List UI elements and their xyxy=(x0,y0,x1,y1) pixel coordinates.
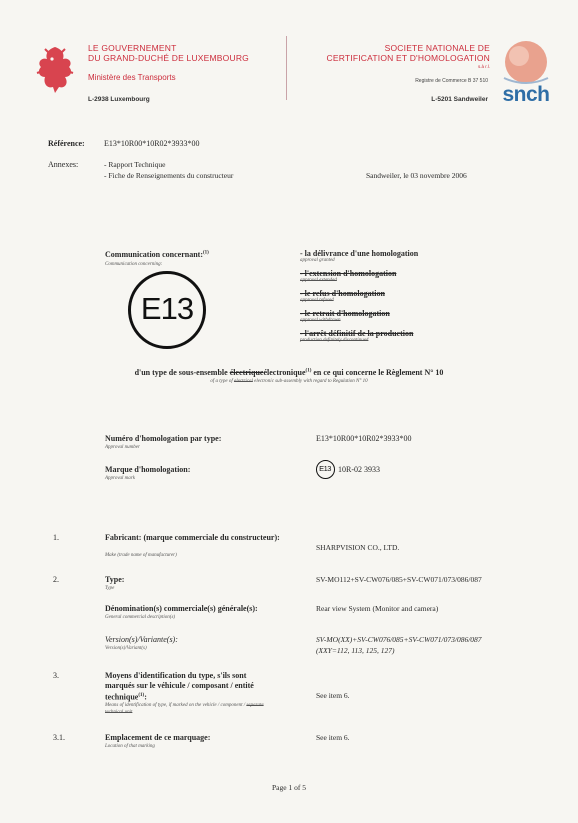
item-value: See item 6. xyxy=(316,733,350,742)
item-sub: General commercial description(s) xyxy=(105,615,176,620)
item-value-2: (XXY=112, 113, 125, 127) xyxy=(316,646,395,655)
approval-mark-label: Marque d'homologation: xyxy=(105,465,191,474)
approval-mark-emblem xyxy=(316,460,335,479)
item-number: 2. xyxy=(53,575,59,584)
reference-value: E13*10R00*10R02*3933*00 xyxy=(104,139,200,148)
e13-emblem xyxy=(128,271,206,349)
item-sub: Means of identification of type, if marked on the vehicle / component / separate technical unit xyxy=(105,703,264,715)
gov-line2: DU GRAND-DUCHÉ DE LUXEMBOURG xyxy=(88,53,249,63)
ministry-name: Ministère des Transports xyxy=(88,73,176,82)
annexes-label: Annexes: xyxy=(48,160,79,169)
reference-label: Référence: xyxy=(48,139,85,148)
snch-address: L-5201 Sandweiler xyxy=(431,96,488,103)
item-number: 3. xyxy=(53,671,59,680)
approval-number-value: E13*10R00*10R02*3933*00 xyxy=(316,434,412,443)
option-refused: - le refus d'homologation approval refused xyxy=(300,289,385,303)
item-sub: Location of that marking xyxy=(105,744,155,749)
approval-number-sub: Approval number xyxy=(105,445,140,450)
snch-sub: s.à r.l. xyxy=(477,64,490,69)
item-value: SV-MO(XX)+SV-CW076/085+SV-CW071/073/086/087 xyxy=(316,635,482,644)
option-granted: - la délivrance d'une homologation approval granted xyxy=(300,249,419,263)
option-extended: - l'extension d'homologation approval extended xyxy=(300,269,397,283)
item-value: Rear view System (Monitor and camera) xyxy=(316,604,439,613)
subject-line: d'un type de sous-ensemble électriqueélectronique$^{(1)}$ en ce qui concerne le Règlement N° 10 xyxy=(134,368,444,377)
item-label: Version(s)/Variante(s): xyxy=(105,635,178,644)
item-label: Type: xyxy=(105,575,125,584)
approval-mark-value: 10R-02 3933 xyxy=(338,465,380,474)
e13-emblem-text: E13 xyxy=(140,291,194,326)
registry-text: Registre de Commerce B 37 510 xyxy=(415,78,488,84)
approval-mark-emblem-text: E13 xyxy=(319,464,331,473)
gov-address: L-2938 Luxembourg xyxy=(88,96,150,103)
subject-sub: of a type of electrical electronic sub-assembly with regard to Regulation N° 10 xyxy=(210,379,368,384)
item-sub: Make (trade name of manufacturer) xyxy=(105,553,177,558)
item-number: 3.1. xyxy=(53,733,65,742)
approval-mark-sub: Approval mark xyxy=(105,476,135,481)
luxembourg-lion-icon xyxy=(33,43,77,95)
item-value: See item 6. xyxy=(316,691,350,700)
communication-label: Communication concernant:$^{(1)}$ xyxy=(105,250,209,259)
snch-logo-text: snch xyxy=(502,83,550,106)
item-sub: Type xyxy=(105,586,115,591)
document-date: Sandweiler, le 03 novembre 2006 xyxy=(366,171,467,180)
communication-options xyxy=(300,249,500,349)
snch-line1: SOCIETE NATIONALE DE xyxy=(384,43,490,53)
annex-item: - Fiche de Renseignements du constructeur xyxy=(104,171,234,180)
header-divider xyxy=(286,36,287,100)
snch-line2: CERTIFICATION ET D'HOMOLOGATION xyxy=(326,53,490,63)
option-discontinued: - l'arrêt définitif de la production production definitely discontinued xyxy=(300,329,414,343)
item-value: SHARPVISION CO., LTD. xyxy=(316,543,400,552)
item-sub: Version(s)/Variant(s) xyxy=(105,646,147,651)
header xyxy=(0,0,578,110)
item-label: Fabricant: (marque commerciale du constructeur): xyxy=(105,533,280,542)
approval-number-label: Numéro d'homologation par type: xyxy=(105,434,222,443)
item-label: Moyens d'identification du type, s'ils sont marqués sur le véhicule / composant / entité technique$^{(1)}$: xyxy=(105,671,254,702)
item-label: Emplacement de ce marquage: xyxy=(105,733,211,742)
item-number: 1. xyxy=(53,533,59,542)
communication-sub: Communication concerning: xyxy=(105,262,163,267)
page-number: Page 1 of 5 xyxy=(272,783,306,792)
annex-item: - Rapport Technique xyxy=(104,160,166,169)
option-withdrawn: - le retrait d'homologation approval withdrawn xyxy=(300,309,390,323)
item-value: SV-MO112+SV-CW076/085+SV-CW071/073/086/087 xyxy=(316,575,482,584)
gov-line1: LE GOUVERNEMENT xyxy=(88,43,177,53)
item-label: Dénomination(s) commerciale(s) générale(s): xyxy=(105,604,258,613)
